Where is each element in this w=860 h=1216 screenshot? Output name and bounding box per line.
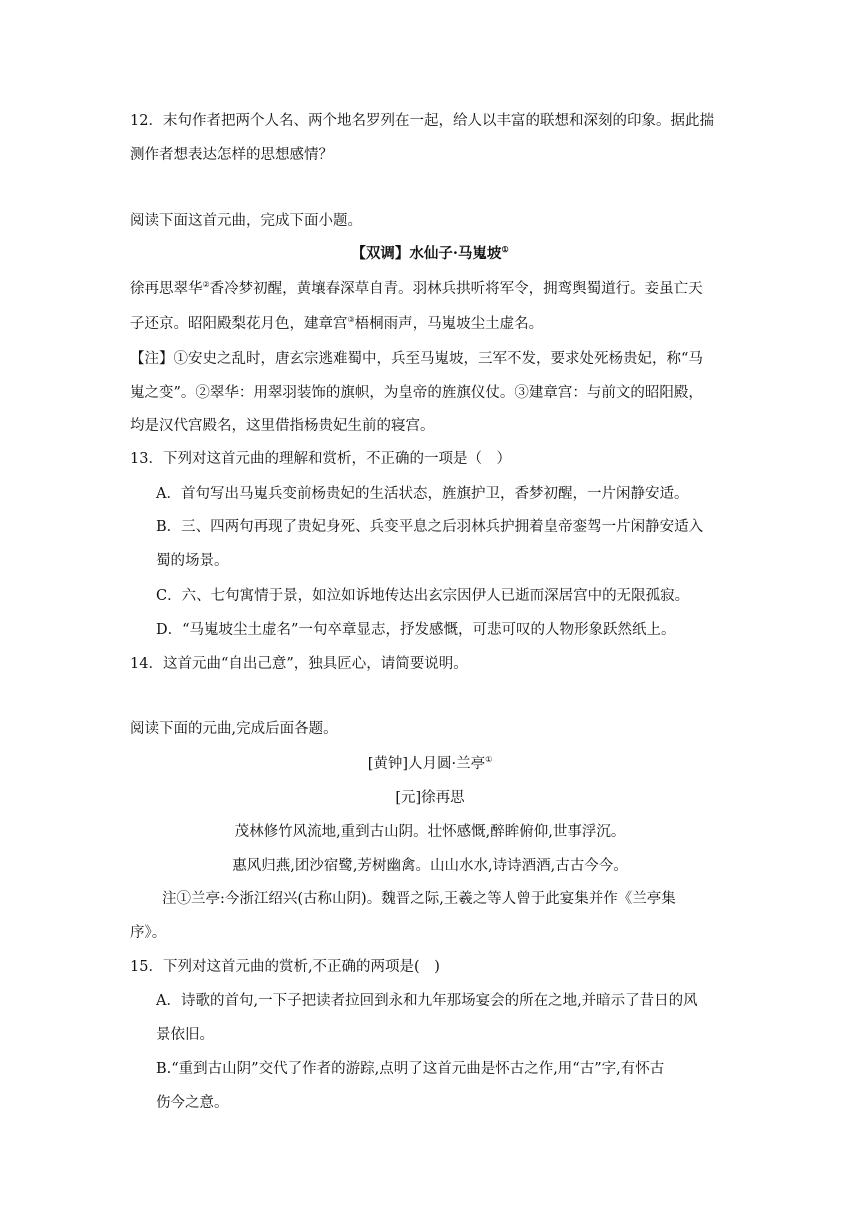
q14-stem: 14．这首元曲“自出己意”，独具匠心，请简要说明。 [130,656,468,672]
section3-poem-line-2: 惠风归燕,团沙宿鹭,芳树幽禽。山山水水,诗诗酒酒,古古今今。 [232,858,628,874]
q13-option-a: A．首句写出马嵬兵变前杨贵妃的生活状态，旌旗护卫，香梦初醒，一片闲静安适。 [156,486,689,502]
q15-option-b-line-2: 伤今之意。 [156,1095,229,1111]
section3-note-line-2: 序》。 [130,925,167,941]
q13-option-d: D．“马嵬坡尘土虚名”一句卒章显志，抒发感慨，可悲可叹的人物形象跃然纸上。 [156,622,676,638]
note-marker: ② [202,280,210,289]
section3-title [130,754,730,774]
q15-stem: 15．下列对这首元曲的赏析,不正确的两项是( ) [130,959,440,975]
q12-line-2: 测作者想表达怎样的思想感情？ [130,147,333,163]
q13-option-b-line-2: 蜀的场景。 [156,553,229,569]
section3-intro: 阅读下面的元曲,完成后面各题。 [130,721,338,737]
note-marker: ③ [347,315,355,324]
section2-poem-line-1 [130,279,703,299]
section2-title-text: 【双调】水仙子·马嵬坡 [351,245,502,262]
section2-intro: 阅读下面这首元曲，完成下面小题。 [130,213,362,229]
q12-line-1: 12．末句作者把两个人名、两个地名罗列在一起，给人以丰富的联想和深刻的印象。据此揣 [130,113,714,129]
section3-title-text: [黄钟]人月圆·兰亭 [367,756,486,772]
section2-title [130,244,730,264]
poem-text: 梧桐雨声，马嵬坡尘土虚名。 [354,316,544,332]
section3-title-note: ① [485,755,493,764]
section3-note-line-1: 注①兰亭:今浙江绍兴(古称山阴)。魏晋之际,王羲之等人曾于此宴集并作《兰亭集 [162,891,676,907]
poem-text: 子还京。昭阳殿梨花月色，建章宫 [130,316,348,332]
q13-option-c: C．六、七句寓情于景，如泣如诉地传达出玄宗因伊人已逝而深居宫中的无限孤寂。 [156,588,690,604]
q13-stem: 13．下列对这首元曲的理解和赏析，不正确的一项是（ ） [130,451,511,467]
section2-note-line-1: 【注】①安史之乱时，唐玄宗逃难蜀中，兵至马嵬坡，三军不发，要求处死杨贵妃，称“马 [130,351,703,367]
section2-note-line-3: 均是汉代宫殿名，这里借指杨贵妃生前的寝宫。 [130,418,435,434]
q15-option-b-line-1: B.“重到古山阴”交代了作者的游踪,点明了这首元曲是怀古之作,用“古”字,有怀古 [156,1061,665,1077]
section2-poem-line-2 [130,314,543,334]
section2-note-line-2: 嵬之变”。②翠华：用翠羽装饰的旗帜，为皇帝的旌旗仪仗。③建章宫：与前文的昭阳殿， [130,385,703,401]
q13-option-b-line-1: B．三、四两句再现了贵妃身死、兵变平息之后羽林兵护拥着皇帝銮驾一片闲静安适入 [156,519,704,535]
poem-text: 香冷梦初醒，黄壤春深草自青。羽林兵拱听将军令，拥鸾舆蜀道行。妾虽亡天 [209,281,703,297]
poem-text: 徐再思翠华 [130,281,203,297]
q15-option-a-line-1: A．诗歌的首句,一下子把读者拉回到永和九年那场宴会的所在之地,并暗示了昔日的风 [156,993,698,1009]
section3-author: [元]徐再思 [395,790,465,806]
section3-poem-line-1: 茂林修竹风流地,重到古山阴。壮怀感慨,醉眸俯仰,世事浮沉。 [234,824,626,840]
q15-option-a-line-2: 景依旧。 [156,1027,214,1043]
section2-title-note: ① [501,244,509,254]
